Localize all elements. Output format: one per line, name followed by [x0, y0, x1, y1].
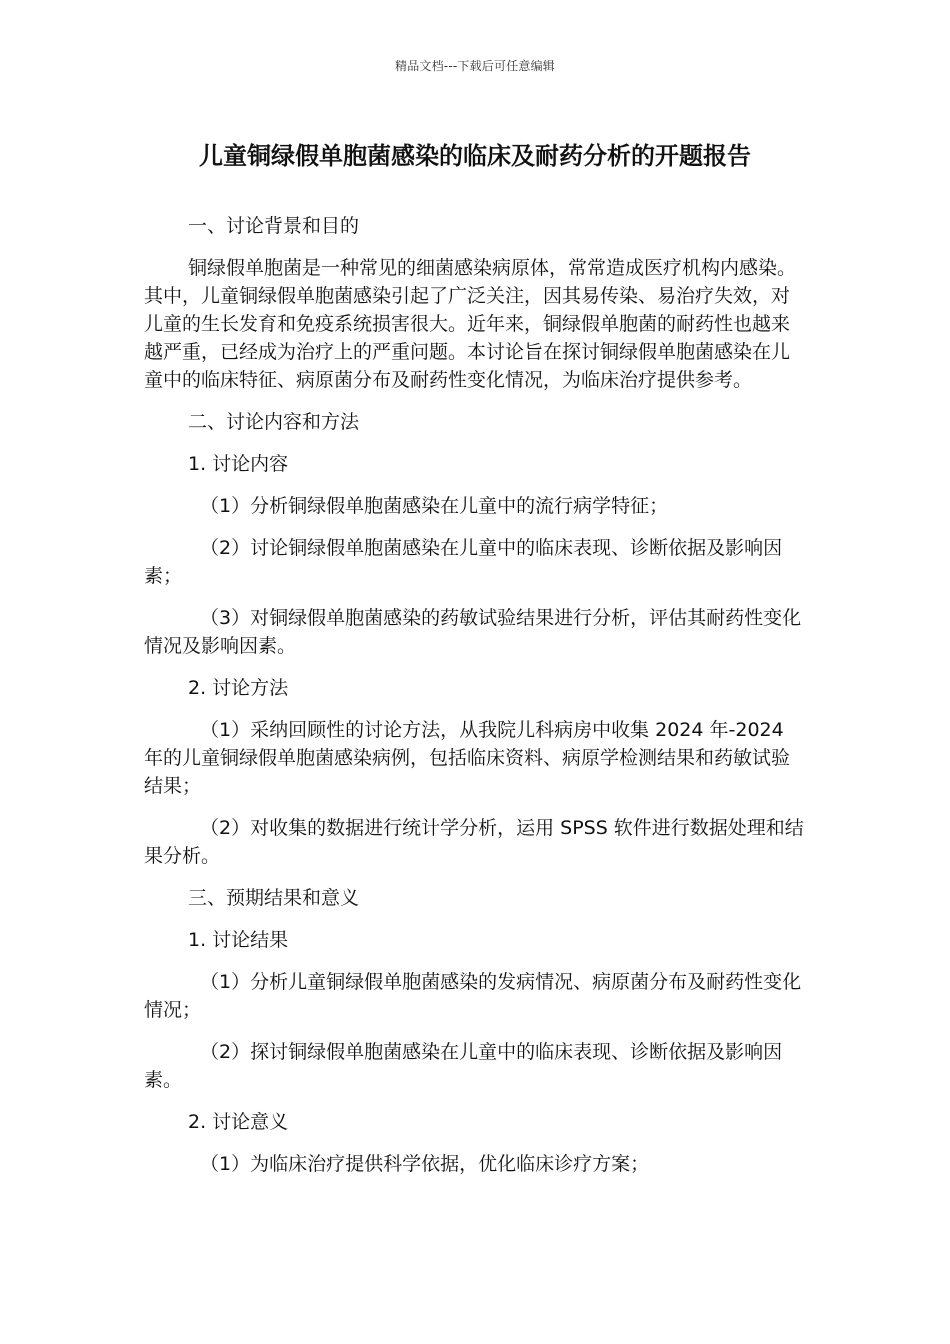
document-body [144, 212, 806, 1178]
section-heading-2: 二、讨论内容和方法 [188, 411, 360, 433]
header-note: 精品文档---下载后可任意编辑 [395, 59, 555, 73]
section-heading-1: 一、讨论背景和目的 [188, 215, 360, 237]
list-item: （2）对收集的数据进行统计学分析，运用 SPSS 软件进行数据处理和结果分析。 [144, 817, 804, 867]
list-item: （3）对铜绿假单胞菌感染的药敏试验结果进行分析，评估其耐药性变化情况及影响因素。 [144, 607, 802, 657]
list-item: （1）分析铜绿假单胞菌感染在儿童中的流行病学特征； [200, 495, 669, 517]
document-title: 儿童铜绿假单胞菌感染的临床及耐药分析的开题报告 [199, 142, 751, 170]
subheading-discussion-method: 2. 讨论方法 [188, 677, 289, 699]
list-item: （2）讨论铜绿假单胞菌感染在儿童中的临床表现、诊断依据及影响因素； [144, 537, 783, 587]
list-item: （2）探讨铜绿假单胞菌感染在儿童中的临床表现、诊断依据及影响因素。 [144, 1041, 783, 1091]
subheading-discussion-significance: 2. 讨论意义 [188, 1111, 289, 1133]
section-heading-3: 三、预期结果和意义 [188, 887, 360, 909]
list-item: （1）采纳回顾性的讨论方法，从我院儿科病房中收集 2024 年-2024 年的儿童铜绿假单胞菌感染病例，包括临床资料、病原学检测结果和药敏试验结果； [144, 719, 791, 797]
body-paragraph: 铜绿假单胞菌是一种常见的细菌感染病原体，常常造成医疗机构内感染。其中，儿童铜绿假单胞菌感染引起了广泛关注，因其易传染、易治疗失效，对儿童的生长发育和免疫系统损害很大。近年来，铜绿假单胞菌的耐药性也越来越严重，已经成为治疗上的严重问题。本讨论旨在探讨铜绿假单胞菌感染在儿童中的临床特征、病原菌分布及耐药性变化情况，为临床治疗提供参考。 [144, 257, 797, 391]
subheading-discussion-content: 1. 讨论内容 [188, 453, 289, 475]
subheading-discussion-results: 1. 讨论结果 [188, 929, 289, 951]
list-item: （1）为临床治疗提供科学依据，优化临床诊疗方案； [200, 1153, 650, 1175]
list-item: （1）分析儿童铜绿假单胞菌感染的发病情况、病原菌分布及耐药性变化情况； [144, 971, 802, 1021]
